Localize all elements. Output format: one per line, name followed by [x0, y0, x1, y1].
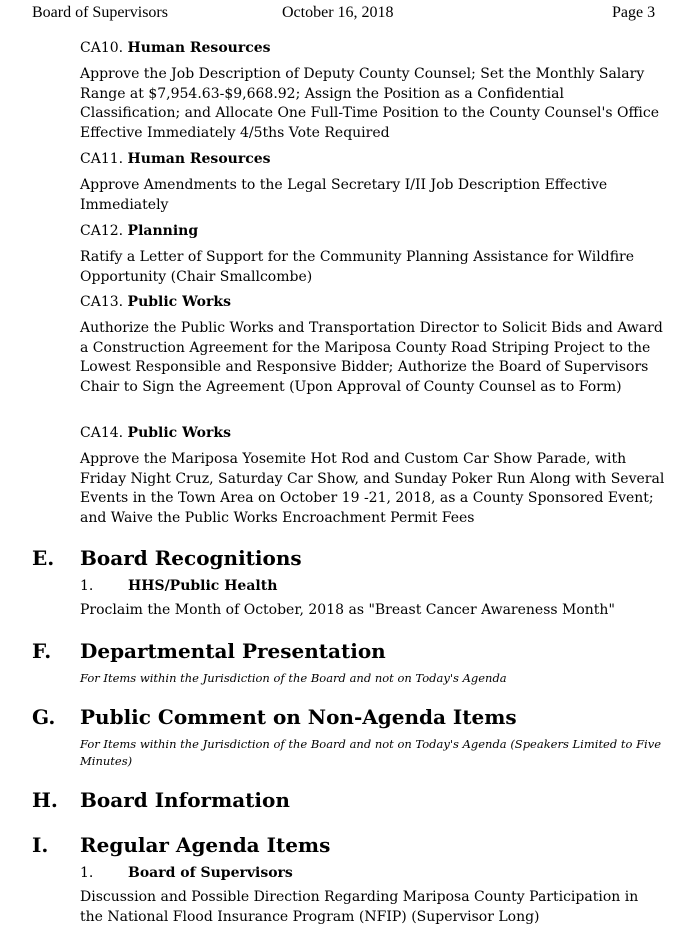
section-letter: E. — [32, 546, 55, 570]
section-title: Board Recognitions — [80, 546, 302, 570]
consent-item-department: Human Resources — [127, 151, 271, 167]
consent-item-department: Human Resources — [127, 40, 271, 56]
consent-item-number: CA11. — [80, 151, 124, 167]
section-letter: I. — [32, 833, 49, 857]
section-title: Departmental Presentation — [80, 639, 386, 663]
section-item-text: Proclaim the Month of October, 2018 as "Breast Cancer Awareness Month" — [80, 602, 615, 618]
consent-item-department: Public Works — [127, 425, 231, 441]
consent-item-ca13 — [80, 293, 665, 398]
header-board-name: Board of Supervisors — [32, 4, 168, 21]
section-item-text: Discussion and Possible Direction Regarding Mariposa County Participation in the National Flood Insurance Program (NFIP) (Supervisor Long) — [80, 889, 639, 925]
consent-item-ca14 — [80, 424, 665, 529]
consent-item-heading — [80, 222, 665, 241]
consent-item-heading — [80, 150, 665, 169]
section-letter: F. — [32, 639, 52, 663]
section-title: Public Comment on Non-Agenda Items — [80, 705, 517, 729]
consent-item-text: Approve Amendments to the Legal Secretary I/II Job Description Effective Immediately — [80, 177, 608, 213]
consent-item-department: Planning — [127, 223, 199, 239]
section-title: Regular Agenda Items — [80, 833, 331, 857]
section-note: For Items within the Jurisdiction of the Board and not on Today's Agenda — [80, 671, 507, 685]
header-page-number: Page 3 — [612, 4, 656, 21]
consent-item-number: CA10. — [80, 40, 124, 56]
section-letter: H. — [32, 788, 58, 812]
consent-item-text: Approve the Job Description of Deputy County Counsel; Set the Monthly Salary Range at $7,954.63-$9,668.92; Assign the Position as a Confidential Classification; and Allocate One Full-Time Position to the County Counsel's Office Effective Immediately 4/5ths Vote Required — [80, 66, 660, 142]
section-item-title: Board of Supervisors — [128, 865, 293, 881]
section-title: Board Information — [80, 788, 290, 812]
consent-item-text: Authorize the Public Works and Transportation Director to Solicit Bids and Award a Construction Agreement for the Mariposa County Road Striping Project to the Lowest Responsible and Responsive Bidder; Authorize the Board of Supervisors Chair to Sign the Agreement (Upon Approval of County Counsel as to Form) — [80, 320, 663, 396]
consent-item-ca10 — [80, 39, 665, 144]
consent-item-department: Public Works — [127, 294, 231, 310]
consent-item-number: CA14. — [80, 425, 124, 441]
consent-item-number: CA13. — [80, 294, 124, 310]
consent-item-heading — [80, 424, 665, 443]
consent-item-number: CA12. — [80, 223, 124, 239]
consent-item-text: Ratify a Letter of Support for the Community Planning Assistance for Wildfire Opportunity (Chair Smallcombe) — [80, 249, 635, 285]
section-note: For Items within the Jurisdiction of the Board and not on Today's Agenda (Speakers Limited to Five Minutes) — [80, 737, 662, 768]
header-date: October 16, 2018 — [282, 4, 394, 21]
page-header — [0, 4, 680, 24]
section-letter: G. — [32, 705, 56, 729]
section-item-number: 1. — [80, 578, 94, 594]
consent-item-ca11 — [80, 150, 665, 215]
consent-item-text: Approve the Mariposa Yosemite Hot Rod and Custom Car Show Parade, with Friday Night Cruz, Saturday Car Show, and Sunday Poker Run Along with Several Events in the Town Area on October 19 -21, 2018, as a County Sponsored Event; and Waive the Public Works Encroachment Permit Fees — [80, 451, 665, 527]
section-item-title: HHS/Public Health — [128, 578, 278, 594]
consent-item-ca12 — [80, 222, 665, 287]
consent-item-heading — [80, 293, 665, 312]
section-item-number: 1. — [80, 865, 94, 881]
consent-item-heading — [80, 39, 665, 58]
